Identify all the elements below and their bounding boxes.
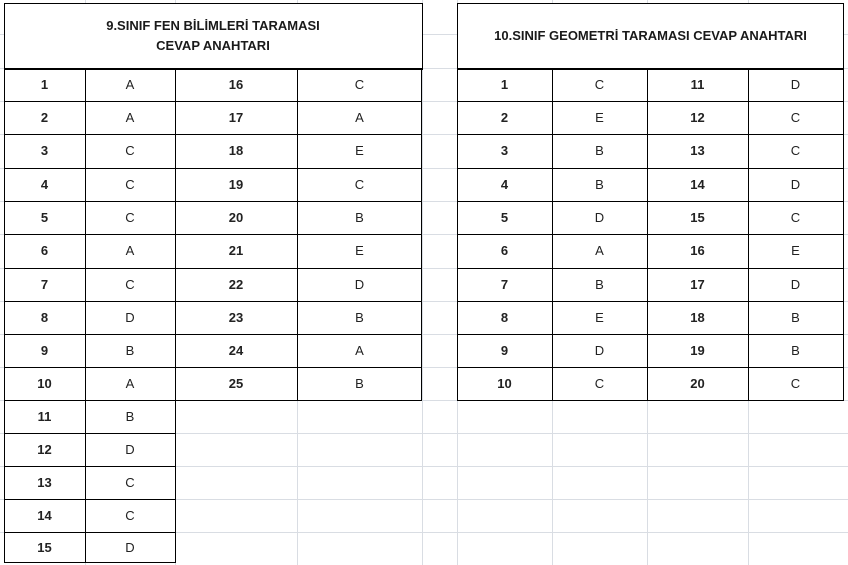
question-number[interactable]: 12 <box>37 442 52 457</box>
question-number[interactable]: 8 <box>500 310 509 325</box>
question-number[interactable]: 4 <box>40 177 49 192</box>
table-row-border <box>4 562 176 563</box>
table-row-border <box>4 268 422 269</box>
table-row-border <box>4 68 422 69</box>
table-row-border <box>4 101 422 102</box>
question-number[interactable]: 17 <box>690 277 705 292</box>
answer-cell[interactable]: B <box>355 210 364 225</box>
question-number[interactable]: 2 <box>500 110 509 125</box>
answer-cell[interactable]: E <box>595 310 604 325</box>
question-number[interactable]: 3 <box>40 143 49 158</box>
answer-cell[interactable]: B <box>355 376 364 391</box>
table-row-border <box>4 234 422 235</box>
table-column-border <box>4 68 5 562</box>
table-row-border <box>457 367 844 368</box>
question-number[interactable]: 10 <box>37 376 52 391</box>
answer-cell[interactable]: C <box>125 508 135 523</box>
table-row-border <box>457 301 844 302</box>
question-number[interactable]: 7 <box>40 277 49 292</box>
question-number[interactable]: 2 <box>40 110 49 125</box>
question-number[interactable]: 22 <box>228 277 244 292</box>
table-column-border <box>843 68 844 401</box>
table-row-border <box>4 367 422 368</box>
answer-cell[interactable]: A <box>595 243 604 258</box>
table-row-border <box>457 334 844 335</box>
question-number[interactable]: 5 <box>40 210 49 225</box>
answer-cell[interactable]: D <box>125 310 135 325</box>
question-number[interactable]: 8 <box>40 310 49 325</box>
table-column-border <box>457 68 458 401</box>
answer-cell[interactable]: D <box>125 539 135 555</box>
question-number[interactable]: 12 <box>690 110 705 125</box>
answer-cell[interactable]: D <box>594 343 605 358</box>
table-row-border <box>4 433 176 434</box>
table-row-border <box>4 466 176 467</box>
answer-cell[interactable]: A <box>125 243 135 258</box>
answer-cell[interactable]: B <box>791 343 800 358</box>
question-number[interactable]: 19 <box>228 177 244 192</box>
fen-title[interactable] <box>4 3 422 69</box>
answer-cell[interactable]: E <box>355 243 364 258</box>
table-row-border <box>457 68 844 69</box>
question-number[interactable]: 16 <box>690 243 705 258</box>
table-row-border <box>4 532 176 533</box>
table-row-border <box>4 301 422 302</box>
question-number[interactable]: 14 <box>37 508 52 523</box>
question-number[interactable]: 16 <box>228 77 244 92</box>
answer-cell[interactable]: D <box>790 277 801 292</box>
answer-cell[interactable]: E <box>791 243 800 258</box>
answer-cell[interactable]: B <box>595 277 604 292</box>
answer-cell[interactable]: C <box>125 177 135 192</box>
answer-cell[interactable]: A <box>355 343 364 358</box>
answer-cell[interactable]: D <box>354 277 365 292</box>
answer-cell[interactable]: D <box>594 210 605 225</box>
answer-cell[interactable]: C <box>790 110 801 125</box>
answer-cell[interactable]: C <box>125 210 135 225</box>
question-number[interactable]: 11 <box>690 77 705 92</box>
table-row-border <box>4 499 176 500</box>
question-number[interactable]: 7 <box>500 277 509 292</box>
table-row-border <box>4 168 422 169</box>
question-number[interactable]: 3 <box>500 143 509 158</box>
question-number[interactable]: 9 <box>500 343 509 358</box>
table-row-border <box>457 201 844 202</box>
table-column-border <box>647 68 648 401</box>
question-number[interactable]: 11 <box>37 409 52 424</box>
table-row-border <box>457 268 844 269</box>
answer-cell[interactable]: E <box>355 143 364 158</box>
question-number[interactable]: 20 <box>228 210 244 225</box>
question-number[interactable]: 17 <box>228 110 244 125</box>
question-number[interactable]: 25 <box>228 376 244 391</box>
answer-cell[interactable]: C <box>790 210 801 225</box>
answer-cell[interactable]: A <box>125 376 135 391</box>
table-column-border <box>175 68 176 562</box>
answer-cell[interactable]: E <box>595 110 604 125</box>
table-column-border <box>85 68 86 562</box>
table-row-border <box>457 101 844 102</box>
answer-cell[interactable]: B <box>125 343 135 358</box>
question-number[interactable]: 21 <box>228 243 244 258</box>
table-row-border <box>457 234 844 235</box>
table-row-border <box>4 334 422 335</box>
answer-cell[interactable]: C <box>125 143 135 158</box>
question-number[interactable]: 1 <box>40 77 49 92</box>
answer-cell[interactable]: D <box>790 177 801 192</box>
answer-cell[interactable]: C <box>354 77 365 92</box>
answer-cell[interactable]: A <box>125 77 135 92</box>
question-number[interactable]: 15 <box>37 539 52 555</box>
question-number[interactable]: 24 <box>228 343 244 358</box>
answer-cell[interactable]: B <box>791 310 800 325</box>
answer-cell[interactable]: A <box>355 110 364 125</box>
question-number[interactable]: 13 <box>690 143 705 158</box>
answer-cell[interactable]: D <box>125 442 135 457</box>
answer-cell[interactable]: C <box>125 475 135 490</box>
geometri-title[interactable] <box>457 3 844 69</box>
answer-cell[interactable]: C <box>790 143 801 158</box>
question-number[interactable]: 4 <box>500 177 509 192</box>
table-column-border <box>297 68 298 401</box>
answer-cell[interactable]: C <box>125 277 135 292</box>
question-number[interactable]: 18 <box>690 310 705 325</box>
table-row-border <box>457 400 844 401</box>
fen-title-line1: 9.SINIF FEN BİLİMLERİ TARAMASI <box>106 18 320 33</box>
answer-cell[interactable]: C <box>790 376 801 391</box>
question-number[interactable]: 20 <box>690 376 705 391</box>
answer-cell[interactable]: C <box>594 376 605 391</box>
table-row-border <box>4 134 422 135</box>
question-number[interactable]: 9 <box>40 343 49 358</box>
table-row-border <box>4 400 422 401</box>
question-number[interactable]: 13 <box>37 475 52 490</box>
answer-cell[interactable]: B <box>595 177 604 192</box>
question-number[interactable]: 5 <box>500 210 509 225</box>
table-column-border <box>552 68 553 401</box>
geometri-title-text: 10.SINIF GEOMETRİ TARAMASI CEVAP ANAHTARI <box>494 28 807 43</box>
answer-cell[interactable]: C <box>354 177 365 192</box>
question-number[interactable]: 19 <box>690 343 705 358</box>
answer-cell[interactable]: B <box>355 310 364 325</box>
table-row-border <box>457 134 844 135</box>
fen-title-line2: CEVAP ANAHTARI <box>156 38 270 53</box>
question-number[interactable]: 10 <box>497 376 512 391</box>
table-column-border <box>748 68 749 401</box>
question-number[interactable]: 14 <box>690 177 705 192</box>
answer-cell[interactable]: C <box>594 77 605 92</box>
table-row-border <box>4 201 422 202</box>
answer-cell[interactable]: B <box>595 143 604 158</box>
table-row-border <box>457 168 844 169</box>
question-number[interactable]: 23 <box>228 310 244 325</box>
question-number[interactable]: 1 <box>500 77 509 92</box>
answer-cell[interactable]: D <box>790 77 801 92</box>
question-number[interactable]: 18 <box>228 143 244 158</box>
question-number[interactable]: 15 <box>690 210 705 225</box>
answer-cell[interactable]: A <box>125 110 135 125</box>
answer-cell[interactable]: B <box>125 409 135 424</box>
question-number[interactable]: 6 <box>40 243 49 258</box>
table-column-border <box>421 68 422 401</box>
question-number[interactable]: 6 <box>500 243 509 258</box>
